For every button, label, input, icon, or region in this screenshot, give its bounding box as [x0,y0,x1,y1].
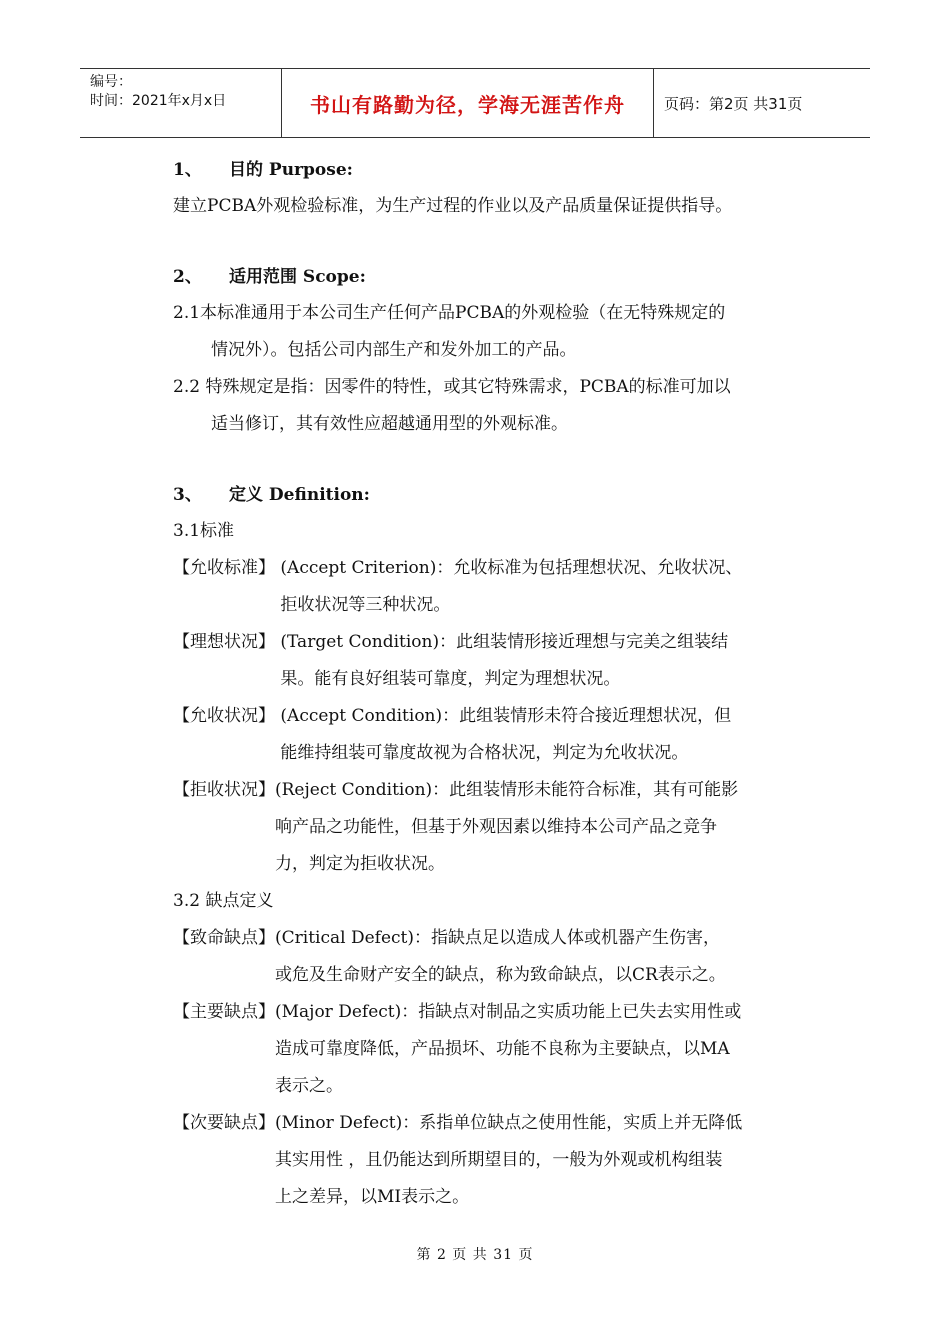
section-number: 1、 [173,160,202,180]
header-page-info: 页码：第2页 共31页 [664,94,803,113]
definition-label: 【主要缺点】 [173,1002,275,1022]
definition-minor-defect [173,1105,833,1216]
definition-critical-defect [173,920,833,994]
section-number: 2、 [173,267,202,287]
section-heading-scope [173,259,833,295]
definition-major-defect [173,994,833,1105]
definition-line: 或危及生命财产安全的缺点，称为致命缺点，以CR表示之。 [275,965,726,985]
definition-label: 【致命缺点】 [173,928,275,948]
header-motto: 书山有路勤为径，学海无涯苦作舟 [282,69,654,137]
page-header [80,68,870,138]
definition-line: 表示之。 [275,1076,343,1096]
definition-label: 【允收状况】 [173,706,281,726]
definition-line: 拒收状况等三种状况。 [280,595,451,615]
definition-label: 【拒收状况】 [173,780,275,800]
scope-paragraph-1-line-1: 2.1本标准通用于本公司生产任何产品PCBA的外观检验（在无特殊规定的 [173,303,726,323]
definition-line: 力，判定为拒收状况。 [275,854,445,874]
document-body [173,152,833,1216]
definition-label: 【理想状况】 [173,632,281,652]
definition-line: (Minor Defect)：系指单位缺点之使用性能，实质上并无降低 [275,1113,743,1133]
subsection-defect-definition: 3.2 缺点定义 [173,891,274,911]
section-heading-purpose [173,152,833,188]
definition-label: 【允收标准】 [173,558,281,578]
definition-line: 果。能有良好组装可靠度，判定为理想状况。 [280,669,621,689]
section-heading-definition [173,477,833,513]
spacer [173,225,833,259]
spacer [173,443,833,477]
subsection-standard: 3.1标准 [173,521,235,541]
definition-text [280,550,833,624]
definition-reject-condition [173,772,833,883]
header-meta [80,69,282,137]
definition-line: 上之差异，以MI表示之。 [275,1187,470,1207]
definition-text [275,920,833,994]
page-footer: 第 2 页 共 31 页 [416,1247,534,1263]
definition-line: 能维持组装可靠度故视为合格状况，判定为允收状况。 [280,743,689,763]
definition-label: 【次要缺点】 [173,1113,275,1133]
definition-line: 响产品之功能性，但基于外观因素以维持本公司产品之竞争 [275,817,717,837]
definition-line: (Target Condition)：此组装情形接近理想与完美之组装结 [280,632,729,652]
section-title: 目的 Purpose: [229,160,353,180]
purpose-text: 建立PCBA外观检验标准，为生产过程的作业以及产品质量保证提供指导。 [173,196,733,216]
definition-line: 造成可靠度降低，产品损坏、功能不良称为主要缺点，以MA [275,1039,730,1059]
definition-line: (Critical Defect)：指缺点足以造成人体或机器产生伤害， [275,928,720,948]
definition-line: (Reject Condition)：此组装情形未能符合标准，其有可能影 [275,780,739,800]
scope-paragraph-2-line-2: 适当修订，其有效性应超越通用型的外观标准。 [211,414,568,434]
definition-accept-condition [173,698,833,772]
definition-text [280,624,833,698]
definition-line: 其实用性 ，且仍能达到所期望目的，一般为外观或机构组装 [275,1150,723,1170]
scope-paragraph-1-line-2: 情况外）。包括公司内部生产和发外加工的产品。 [211,340,577,360]
definition-line: (Major Defect)：指缺点对制品之实质功能上已失去实用性或 [275,1002,742,1022]
definition-accept-criterion [173,550,833,624]
doc-number: 编号： [90,74,132,90]
section-title: 定义 Definition: [229,485,370,505]
definition-line: (Accept Condition)：此组装情形未符合接近理想状况，但 [280,706,732,726]
definition-text [275,994,833,1105]
section-title: 适用范围 Scope: [229,267,366,287]
definition-line: (Accept Criterion)：允收标准为包括理想状况、允收状况、 [280,558,743,578]
scope-paragraph-2-line-1: 2.2 特殊规定是指：因零件的特性，或其它特殊需求，PCBA的标准可加以 [173,377,731,397]
section-number: 3、 [173,485,202,505]
definition-text [280,698,833,772]
definition-text [275,772,833,883]
definition-text [275,1105,833,1216]
doc-date: 时间：2021年x月x日 [90,93,227,109]
definition-target-condition [173,624,833,698]
